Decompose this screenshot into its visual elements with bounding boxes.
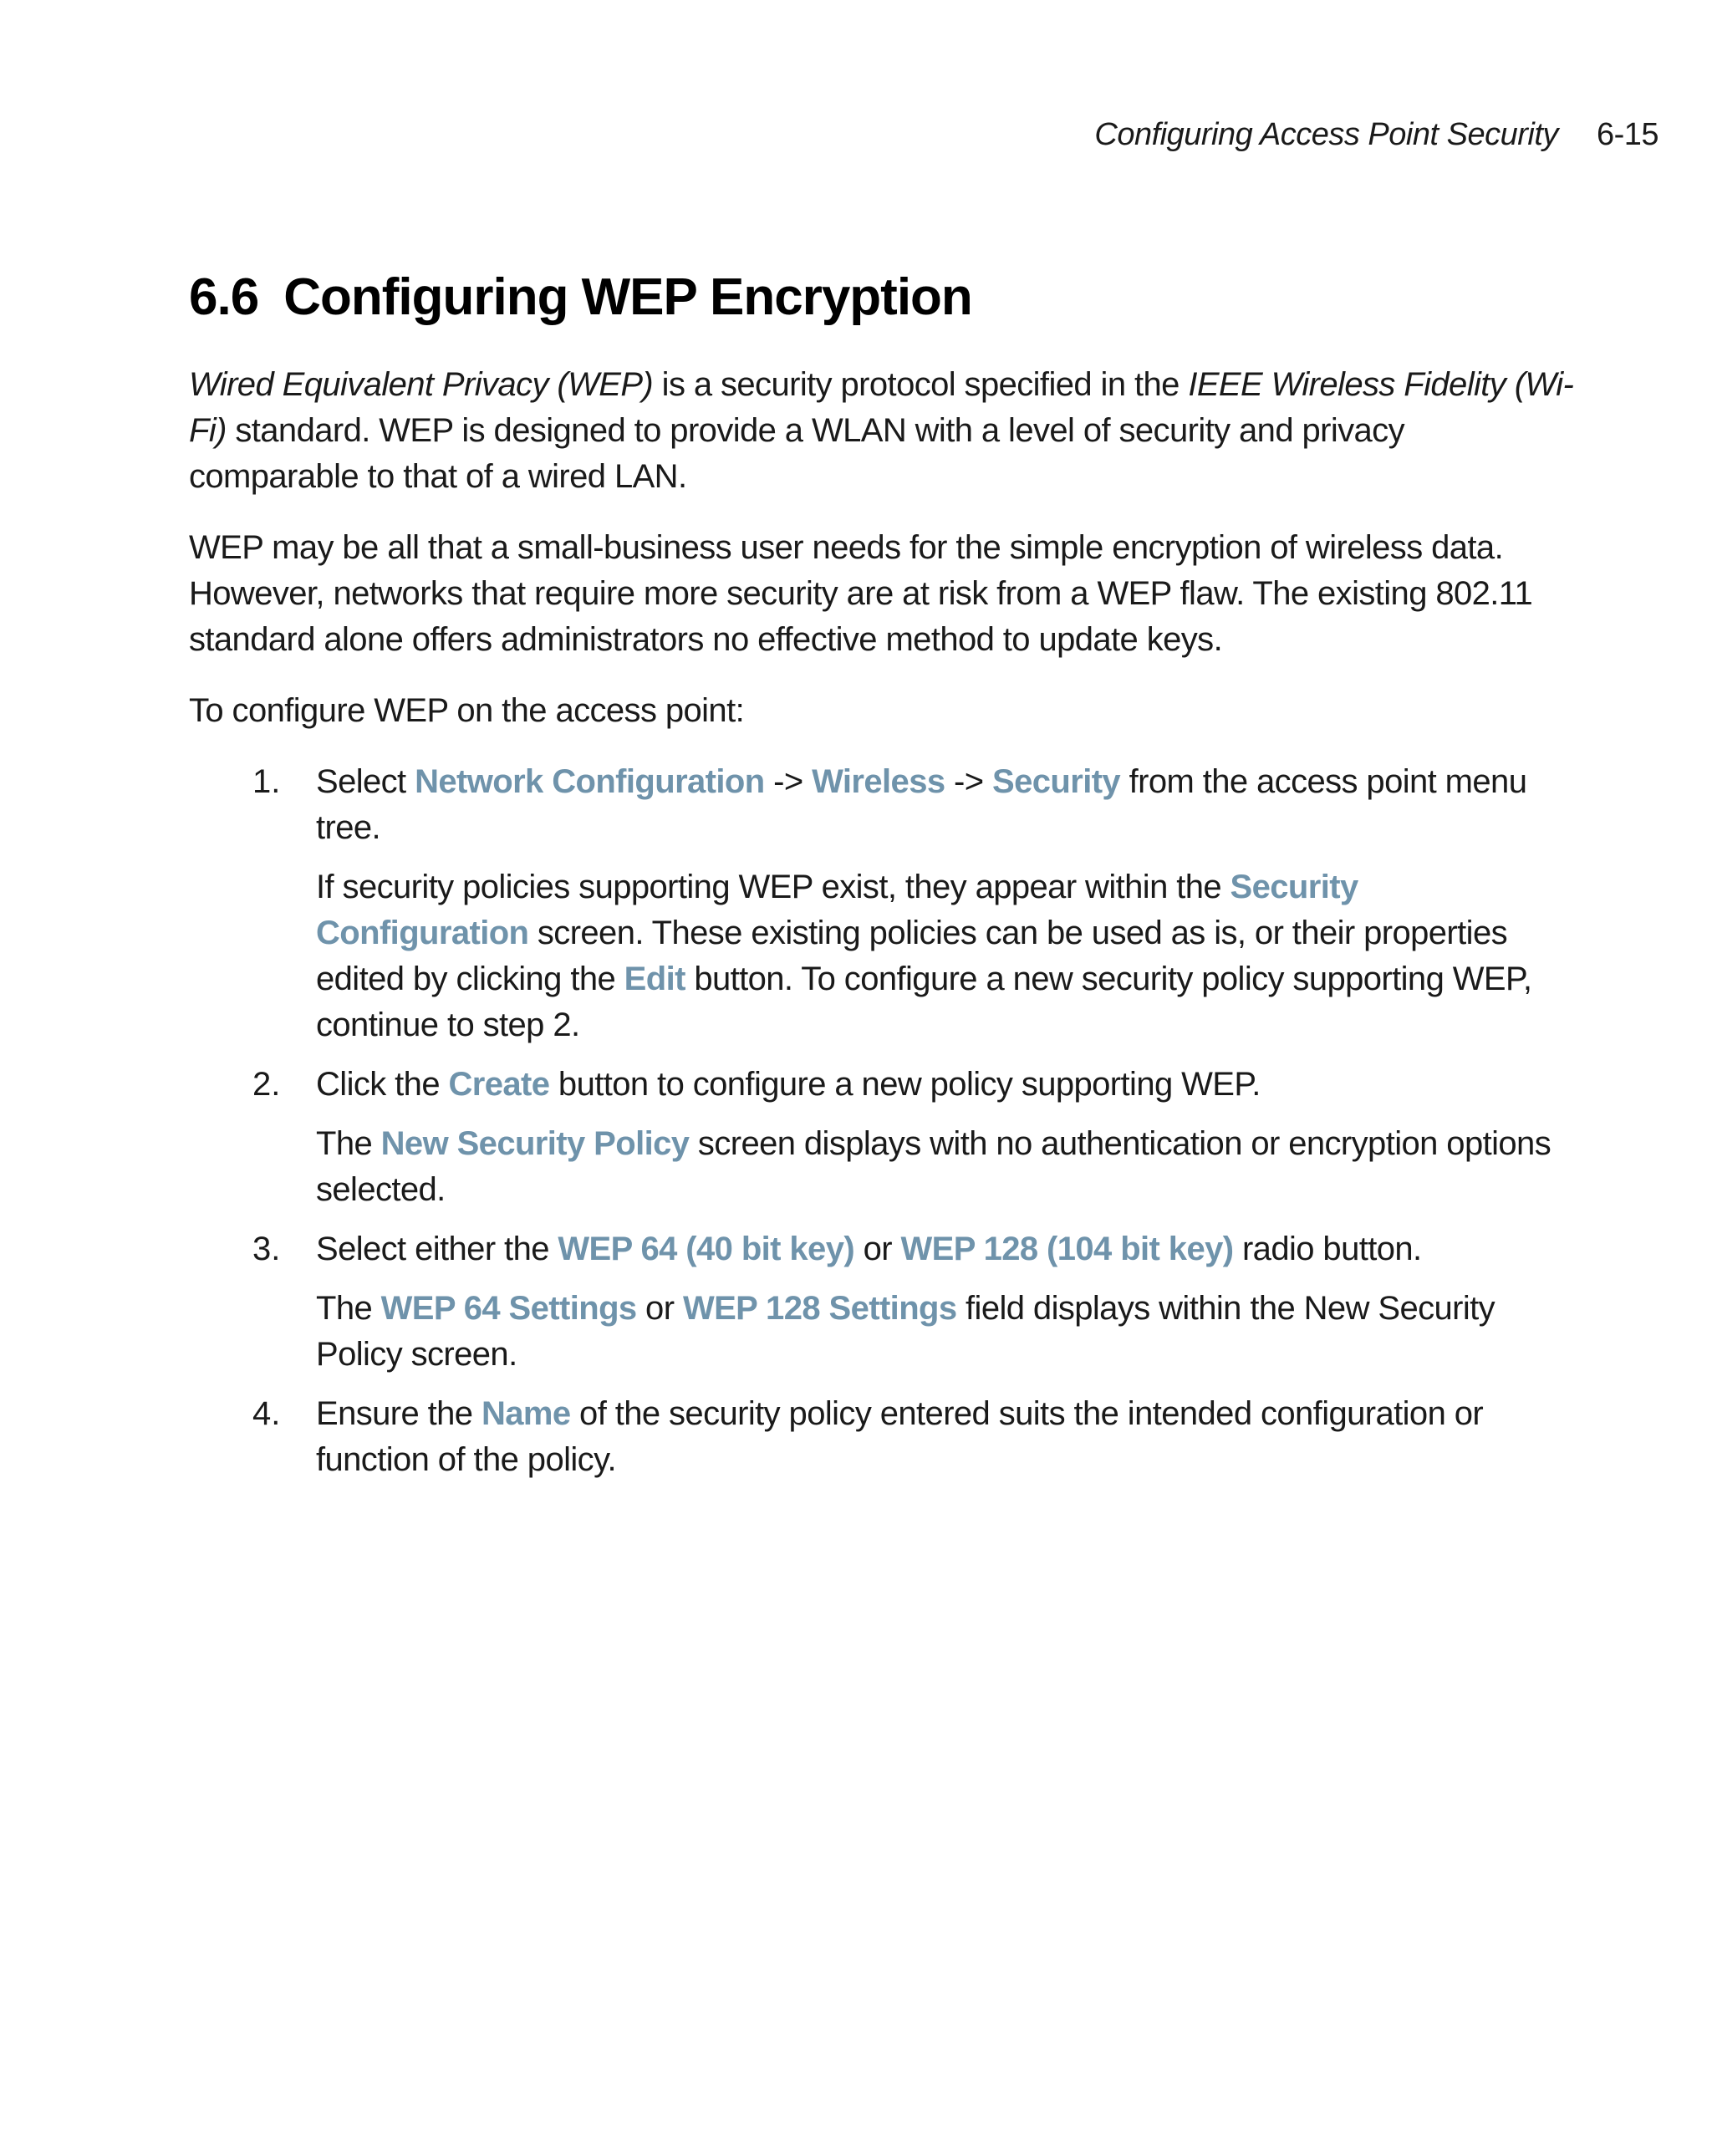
term-ieee-standard: IEEE Wireless Fidelity (Wi-Fi) xyxy=(189,366,1574,449)
step-3-instruction xyxy=(316,1226,1577,1272)
step-2-detail xyxy=(316,1121,1577,1213)
text-run: screen displays with no authentication or encryption options selected. xyxy=(316,1125,1552,1208)
intro-paragraph-1 xyxy=(189,362,1577,500)
text-run: radio button. xyxy=(1233,1231,1422,1267)
step-3 xyxy=(189,1226,1577,1378)
intro-paragraph-3: To configure WEP on the access point: xyxy=(189,692,745,729)
step-1-detail xyxy=(316,864,1577,1048)
step-number: 1. xyxy=(252,763,281,800)
section-title: Configuring WEP Encryption xyxy=(283,268,972,326)
ui-ref-wep-64: WEP 64 (40 bit key) xyxy=(558,1231,855,1267)
text-run: -> xyxy=(764,763,813,800)
text-run: Ensure the xyxy=(316,1395,482,1432)
text-run: standard. WEP is designed to provide a WLAN with a level of security and privacy comparable to that of a wired LAN. xyxy=(189,412,1404,495)
text-run: from the access point menu tree. xyxy=(316,763,1527,846)
text-run: button to configure a new policy supporting WEP. xyxy=(549,1066,1261,1103)
text-run: Click the xyxy=(316,1066,449,1103)
text-run: The xyxy=(316,1290,381,1327)
term-wep: Wired Equivalent Privacy (WEP) xyxy=(189,366,654,403)
running-header-title: Configuring Access Point Security xyxy=(1094,117,1558,152)
step-2-instruction xyxy=(316,1062,1577,1108)
ui-ref-wep-128-settings: WEP 128 Settings xyxy=(682,1290,957,1327)
text-run: or xyxy=(854,1231,901,1267)
running-header xyxy=(1094,117,1658,153)
ui-ref-security-configuration: Security Configuration xyxy=(316,869,1358,951)
text-run: Select xyxy=(316,763,415,800)
step-2 xyxy=(189,1062,1577,1213)
text-run: -> xyxy=(945,763,993,800)
ui-ref-wep-128: WEP 128 (104 bit key) xyxy=(900,1231,1234,1267)
step-1-instruction xyxy=(316,759,1577,851)
step-3-detail xyxy=(316,1286,1577,1378)
ui-ref-edit: Edit xyxy=(624,961,685,997)
page-content xyxy=(189,268,1577,1496)
page-number: 6-15 xyxy=(1596,117,1658,152)
step-number: 3. xyxy=(252,1231,281,1267)
ui-ref-wireless: Wireless xyxy=(812,763,945,800)
text-run: If security policies supporting WEP exist, they appear within the xyxy=(316,869,1230,905)
intro-paragraph-2: WEP may be all that a small-business user needs for the simple encryption of wireless data. However, networks that require more security are at risk from a WEP flaw. The existing 802.11 standard alone offers administrators no effective method to update keys. xyxy=(189,529,1533,658)
ui-ref-security: Security xyxy=(992,763,1121,800)
ui-ref-network-configuration: Network Configuration xyxy=(415,763,765,800)
text-run: Select either the xyxy=(316,1231,558,1267)
step-1 xyxy=(189,759,1577,1048)
ui-ref-create: Create xyxy=(448,1066,550,1103)
section-number: 6.6 xyxy=(189,268,259,326)
ui-ref-new-security-policy: New Security Policy xyxy=(380,1125,690,1162)
text-run: field displays within the New Security Policy screen. xyxy=(316,1290,1495,1373)
section-heading xyxy=(189,268,1577,327)
text-run: button. To configure a new security policy supporting WEP, continue to step 2. xyxy=(316,961,1532,1043)
step-number: 2. xyxy=(252,1066,281,1103)
procedure-steps xyxy=(189,759,1577,1483)
text-run: The xyxy=(316,1125,381,1162)
step-4 xyxy=(189,1391,1577,1483)
text-run: screen. These existing policies can be used as is, or their properties edited by clicking the xyxy=(316,915,1507,997)
ui-ref-wep-64-settings: WEP 64 Settings xyxy=(380,1290,637,1327)
ui-ref-name: Name xyxy=(481,1395,571,1432)
text-run: is a security protocol specified in the xyxy=(653,366,1189,403)
text-run: of the security policy entered suits the intended configuration or function of the policy. xyxy=(316,1395,1484,1478)
step-4-instruction xyxy=(316,1391,1577,1483)
step-number: 4. xyxy=(252,1395,281,1432)
text-run: or xyxy=(636,1290,683,1327)
